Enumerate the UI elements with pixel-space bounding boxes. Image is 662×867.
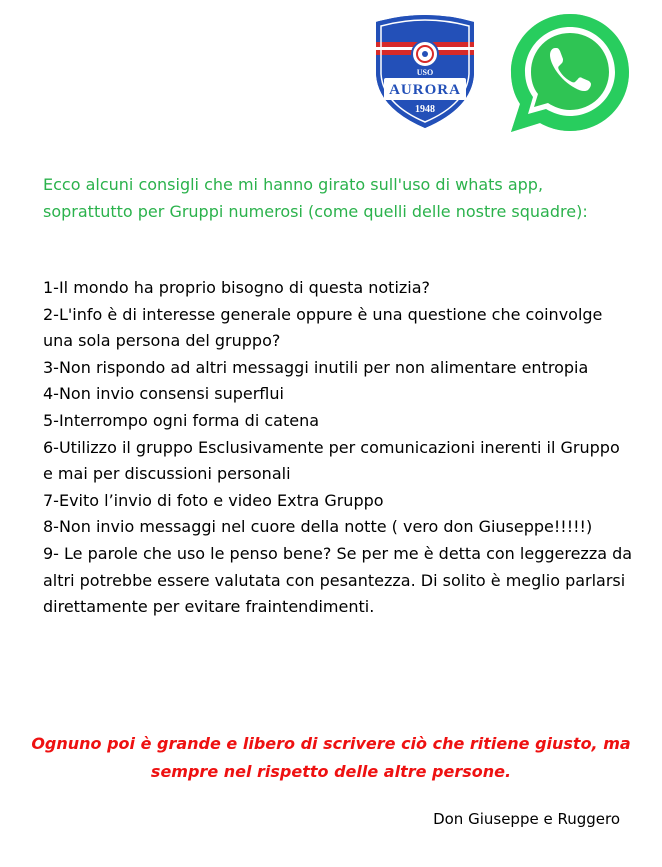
intro-text: Ecco alcuni consigli che mi hanno girato sull'uso di whats app, soprattutto per Gruppi numerosi (come quelli delle nostre squadre): (43, 175, 588, 221)
tip-item: 6-Utilizzo il gruppo Esclusivamente per comunicazioni inerenti il Gruppo e mai per discussioni personali (43, 437, 620, 484)
tips-list (43, 275, 633, 621)
signature: Don Giuseppe e Ruggero (433, 810, 620, 828)
tip-item: 9- Le parole che uso le penso bene? Se per me è detta con leggerezza da altri potrebbe essere valutata con pesantezza. Di solito è meglio parlarsi direttamente per evitare fraintendimenti. (43, 543, 633, 617)
closing-statement: Ognuno poi è grande e libero di scrivere ciò che ritiene giusto, ma sempre nel rispetto delle altre persone. (31, 734, 631, 781)
tip-item: 1-Il mondo ha proprio bisogno di questa notizia? (43, 278, 431, 297)
uso-aurora-logo (372, 12, 478, 130)
tip-item: 8-Non invio messaggi nel cuore della notte ( vero don Giuseppe!!!!!) (43, 517, 593, 537)
tip-item: 5-Interrompo ogni forma di catena (43, 410, 320, 430)
logo-uso-text: USO (416, 68, 434, 77)
whatsapp-icon (505, 8, 635, 138)
logo-aurora-text: AURORA (389, 82, 461, 98)
tip-item: 2-L'info è di interesse generale oppure è una questione che coinvolge una sola persona del gruppo? (43, 304, 603, 351)
tip-item: 7-Evito l’invio di foto e video Extra Gruppo (43, 490, 384, 510)
tip-item: 4-Non invio consensi superflui (43, 384, 284, 404)
tip-item: 3-Non rispondo ad altri messaggi inutili per non alimentare entropia (43, 357, 589, 377)
logo-year-text: 1948 (415, 104, 435, 115)
